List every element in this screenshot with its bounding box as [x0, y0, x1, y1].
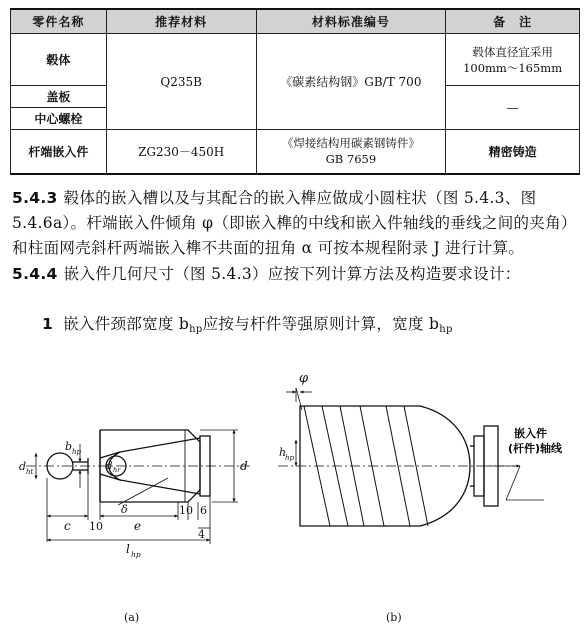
section-text-5-4-3: 毂体的嵌入槽以及与其配合的嵌入榫应做成小圆柱状（图 5.4.3、图 5.4.6a）。杆端嵌入件倾角 φ（即嵌入榫的中线和嵌入件轴线的垂线之间的夹角）和柱面网壳斜杆两端嵌入榫不共面的扭角 α 可按本规程附录 J 进行计算。 — [12, 189, 577, 257]
label-axis-line1: 嵌入件 — [514, 427, 547, 440]
label-lhp: l — [126, 542, 130, 556]
header-note: 备 注 — [446, 9, 580, 34]
insert-side-view — [26, 430, 250, 520]
section-number-5-4-4: 5.4.4 — [12, 265, 58, 283]
label-dhr-sub: hr — [113, 466, 121, 474]
header-part-name: 零件名称 — [11, 9, 107, 34]
cell-note-precision-casting: 精密铸造 — [446, 130, 580, 174]
section-text-5-4-4: 嵌入件几何尺寸（图 5.4.3）应按下列计算方法及构造要求设计： — [63, 265, 521, 283]
label-phi: φ — [299, 371, 309, 386]
cell-standard-carbon-steel: 《碳素结构钢》GB/T 700 — [256, 34, 446, 130]
header-standard: 材料标准编号 — [256, 9, 446, 34]
label-d: d — [240, 459, 248, 473]
label-dht: d — [19, 460, 27, 473]
label-ten-a: 10 — [89, 520, 103, 533]
label-dht-sub: ht — [26, 468, 34, 476]
label-lhp-sub: hp — [131, 550, 141, 559]
label-delta: δ — [121, 503, 128, 516]
label-axis-line2: (杆件)轴线 — [508, 442, 563, 455]
label-bhp: b — [65, 440, 73, 453]
caption-b: (b) — [386, 611, 402, 624]
item-1-text-b: 应按与杆件等强原则计算，宽度 b — [202, 315, 440, 333]
label-e: e — [134, 519, 142, 533]
section-number-5-4-3: 5.4.3 — [12, 189, 58, 207]
insert-plan-view — [278, 406, 520, 526]
standard-cast-line1: 《焊接结构用碳素钢铸件》 — [281, 136, 420, 151]
cell-material-zg230: ZG230－450H — [106, 130, 256, 174]
item-1-sub-a: hp — [189, 324, 203, 335]
cell-part-center-bolt: 中心螺栓 — [11, 108, 107, 130]
label-c: c — [64, 519, 71, 533]
standard-cast-line2: GB 7659 — [325, 152, 377, 167]
labels-b — [279, 371, 563, 624]
cell-part-end-insert: 杆端嵌入件 — [11, 130, 107, 174]
item-1-number: 1 — [42, 315, 54, 333]
caption-a: (a) — [124, 611, 140, 624]
label-hhp-sub: hp — [285, 454, 294, 462]
cell-note-dash: — — [446, 86, 580, 130]
cell-part-cover-plate: 盖板 — [11, 86, 107, 108]
header-material: 推荐材料 — [106, 9, 256, 34]
label-six: 6 — [200, 504, 207, 517]
item-1-sub-b: hp — [439, 324, 453, 335]
cell-part-hub: 毂体 — [11, 34, 107, 86]
label-four: 4 — [198, 528, 205, 541]
label-ten-b: 10 — [179, 504, 193, 517]
labels-a — [19, 440, 248, 624]
note-hub-line1: 毂体直径宜采用 — [472, 44, 553, 59]
label-bhp-sub: hp — [72, 448, 81, 456]
label-hhp: h — [279, 446, 287, 459]
dimensions-b — [286, 388, 544, 500]
label-dhr: d — [106, 461, 113, 472]
item-1-text-a: 嵌入件颈部宽度 b — [63, 315, 190, 333]
cell-material-q235b: Q235B — [106, 34, 256, 130]
note-hub-line2: 100mm～165mm — [463, 60, 563, 75]
